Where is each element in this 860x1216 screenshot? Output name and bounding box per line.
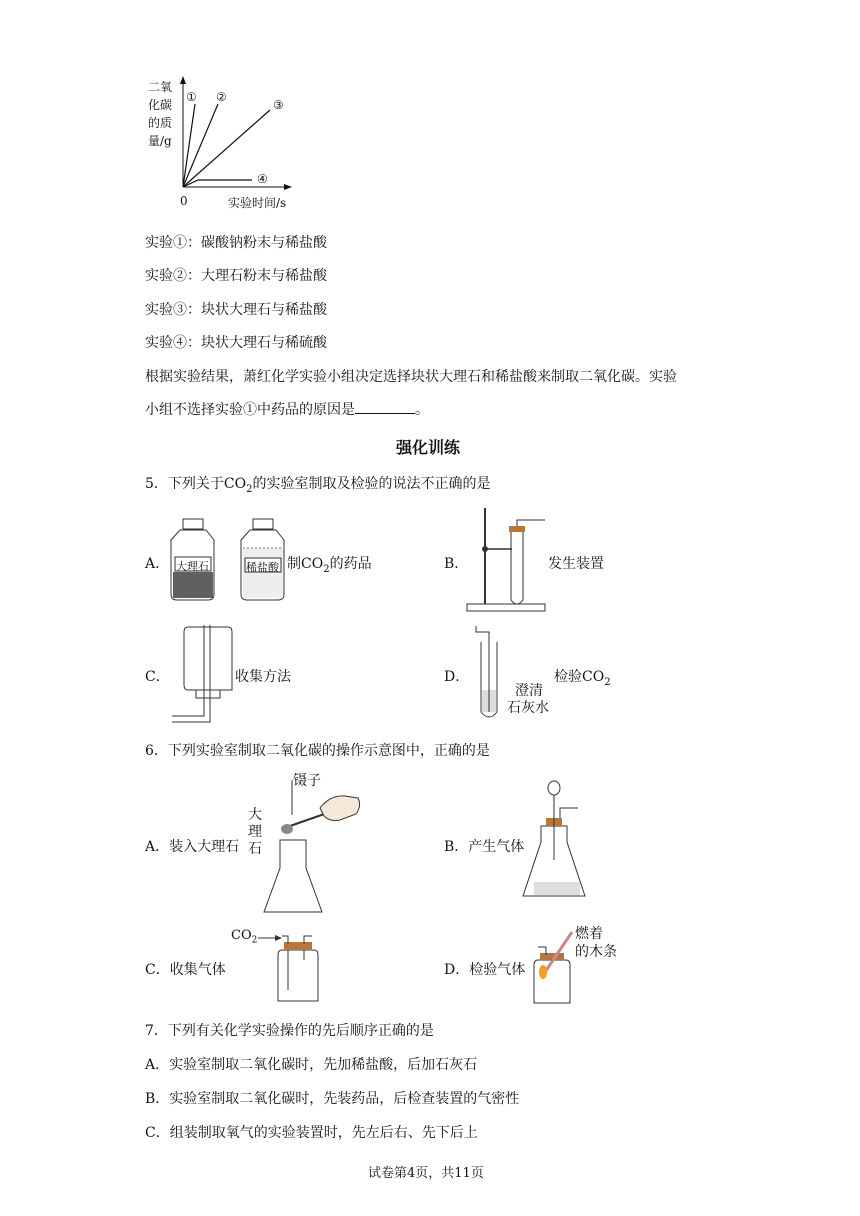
y-label-line: 二氧 — [148, 80, 173, 94]
burning-stick-label-1: 燃着 — [575, 926, 603, 942]
q6-option-c[interactable]: C．收集气体 — [145, 962, 226, 978]
q5-a-pre: 制 — [287, 556, 301, 572]
q5-option-d-letter[interactable]: D． — [444, 669, 470, 685]
chart-origin-label: 0 — [180, 194, 188, 208]
q5-option-b-letter[interactable]: B． — [444, 556, 469, 572]
co2-formula: CO — [223, 476, 247, 492]
q5-option-c-letter[interactable]: C． — [145, 669, 170, 685]
curve-label-1: ① — [186, 90, 197, 104]
co2-formula: CO — [231, 928, 252, 943]
co2-subscript: 2 — [323, 563, 330, 575]
co2-subscript: 2 — [604, 676, 611, 688]
y-label-line: 化碳 — [148, 98, 173, 112]
curve-label-3: ③ — [273, 98, 284, 112]
marble-label-2: 理 — [248, 824, 262, 840]
y-label-line: 的质 — [148, 116, 173, 130]
q5-d-pre: 检验 — [554, 669, 582, 685]
q7-option-b[interactable]: B．实验室制取二氧化碳时，先装药品，后检查装置的气密性 — [145, 1091, 520, 1107]
experiment-3: 实验③：块状大理石与稀盐酸 — [145, 302, 327, 318]
q5-option-c-text: 收集方法 — [235, 669, 291, 685]
co2-formula: CO — [301, 556, 324, 572]
q6-option-b[interactable]: B．产生气体 — [444, 839, 525, 855]
limewater-label-1: 澄清 — [515, 683, 543, 699]
co2-subscript: 2 — [251, 935, 258, 946]
q7-option-c[interactable]: C．组装制取氧气的实验装置时，先左后右、先下后上 — [145, 1125, 478, 1141]
experiment-1: 实验①：碳酸钠粉末与稀盐酸 — [145, 235, 327, 251]
page-footer: 试卷第4页，共11页 — [368, 1166, 484, 1181]
curve-label-2: ② — [216, 90, 227, 104]
limewater-label-2: 石灰水 — [507, 700, 549, 716]
chart-x-axis-label: 实验时间/s — [228, 196, 287, 210]
conclusion-text: 根据实验结果，萧红化学实验小组决定选择块状大理石和稀盐酸来制取二氧化碳。实验 — [145, 369, 677, 385]
experiment-4: 实验④：块状大理石与稀硫酸 — [145, 335, 327, 351]
section-title: 强化训练 — [396, 438, 461, 457]
experiment-2: 实验②：大理石粉末与稀盐酸 — [145, 268, 327, 284]
q6-option-d[interactable]: D．检验气体 — [444, 962, 526, 978]
co2-subscript: 2 — [246, 483, 253, 495]
q6-option-a[interactable]: A．装入大理石 — [145, 839, 240, 855]
q5-stem-pre: 5．下列关于 — [145, 476, 224, 492]
burning-stick-label-2: 的木条 — [575, 944, 617, 960]
co2-formula: CO — [582, 669, 605, 685]
y-label-line: 量/g — [148, 134, 172, 148]
q5-a-post: 的药品 — [329, 556, 372, 572]
q6-stem: 6．下列实验室制取二氧化碳的操作示意图中，正确的是 — [145, 743, 490, 759]
curve-label-4: ④ — [257, 172, 268, 186]
marble-label-3: 石 — [248, 841, 262, 857]
bottle-label-hcl: 稀盐酸 — [246, 561, 279, 574]
tweezers-label: 镊子 — [293, 773, 321, 789]
q5-stem-post: 的实验室制取及检验的说法不正确的是 — [252, 476, 491, 492]
marble-label-1: 大 — [248, 807, 262, 823]
bottle-label-marble: 大理石 — [176, 560, 209, 573]
conclusion-question-text: 小组不选择实验①中药品的原因是 — [145, 402, 355, 418]
q5-option-a-letter[interactable]: A． — [145, 556, 170, 572]
conclusion-end: 。 — [415, 402, 429, 418]
q7-option-a[interactable]: A．实验室制取二氧化碳时，先加稀盐酸，后加石灰石 — [145, 1057, 478, 1073]
q7-stem: 7．下列有关化学实验操作的先后顺序正确的是 — [145, 1023, 434, 1039]
q5-option-b-text: 发生装置 — [548, 556, 604, 572]
